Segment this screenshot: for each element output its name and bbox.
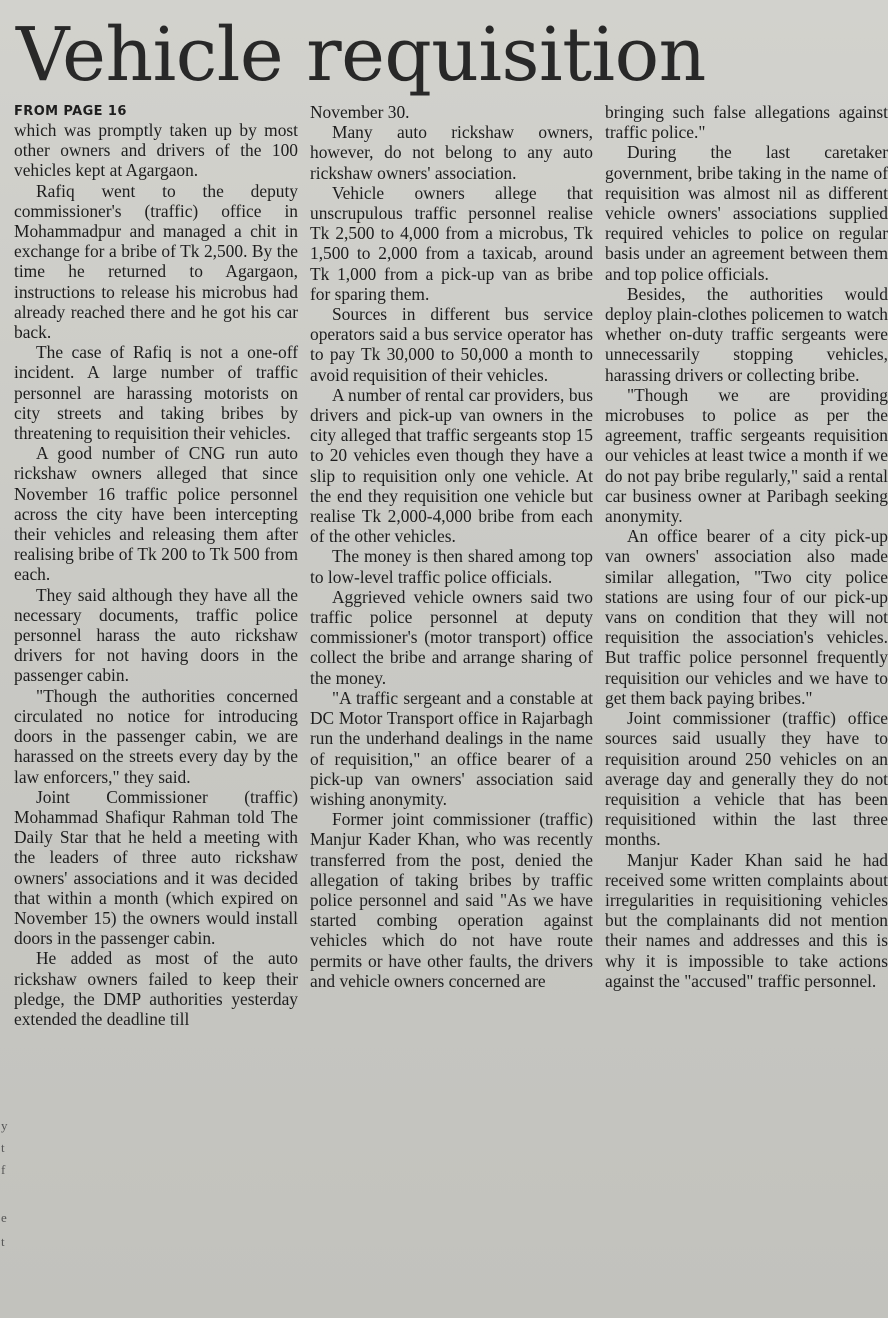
paragraph: Sources in different bus service operators said a bus service operator has to pay Tk 30,000 to 50,000 a month to avoid requisition of their vehicles. (310, 304, 593, 385)
paragraph: Rafiq went to the deputy commissioner's (traffic) office in Mohammadpur and managed a chit in exchange for a bribe of Tk 2,500. By the time he returned to Agargaon, instructions to release his microbus had already reached there and he got his car back. (14, 180, 298, 343)
paragraph: A good number of CNG run auto rickshaw owners alleged that since November 16 traffic police personnel across the city have been intercepting their vehicles and releasing them after realising bribe of Tk 200 to Tk 500 from each. (14, 443, 298, 585)
column-2 (310, 102, 593, 991)
paragraph: November 30. (310, 102, 410, 122)
paragraph: They said although they have all the necessary documents, traffic police personnel harass the auto rickshaw drivers for not having doors in the passenger cabin. (14, 584, 298, 686)
adjacent-column-edge (0, 0, 10, 1318)
margin-mark: t (1, 1140, 5, 1155)
paragraph: Aggrieved vehicle owners said two traffic police personnel at deputy commissioner's (motor transport) office collect the bribe and arrange sharing of the money. (310, 586, 593, 688)
headline: Vehicle requisition (16, 12, 706, 98)
paragraph: An office bearer of a city pick-up van owners' association also made similar allegation, "Two city police stations are using four of our pick-up vans on condition that they will not requisition the association's vehicles. But traffic police personnel frequently requisition our vehicles and we have to get them back paying bribes." (605, 526, 888, 708)
paragraph: "Though we are providing microbuses to police as per the agreement, traffic sergeants requisition our vehicles at least twice a month if we do not pay bribe regularly," said a rental car business owner at Paribagh seeking anonymity. (605, 384, 888, 527)
column-3 (605, 102, 888, 991)
paragraph: which was promptly taken up by most other owners and drivers of the 100 vehicles kept at Agargaon. (14, 120, 298, 181)
paragraph: Joint Commissioner (traffic) Mohammad Shafiqur Rahman told The Daily Star that he held a meeting with the leaders of three auto rickshaw owners' associations and it was decided that within a month (which expired on November 15) the owners would install doors in the passenger cabin. (14, 786, 298, 949)
margin-mark: e (1, 1210, 7, 1225)
column-1 (14, 102, 298, 1029)
paragraph: "Though the authorities concerned circulated no notice for introducing doors in the passenger cabin, we are harassed on the streets every day by the law enforcers," they said. (14, 685, 298, 787)
paragraph: Besides, the authorities would deploy plain-clothes policemen to watch whether on-duty traffic sergeants were unnecessarily stopping vehicles, harassing drivers or collecting bribe. (605, 283, 888, 385)
paragraph: He added as most of the auto rickshaw owners failed to keep their pledge, the DMP authorities yesterday extended the deadline till (14, 948, 298, 1029)
paragraph: Vehicle owners allege that unscrupulous traffic personnel realise Tk 2,500 to 4,000 from a microbus, Tk 1,500 to 2,000 from a taxicab, around Tk 1,000 from a pick-up van as bribe for sparing them. (310, 182, 593, 304)
paragraph: The money is then shared among top to low-level traffic police officials. (310, 546, 593, 587)
paragraph: A number of rental car providers, bus drivers and pick-up van owners in the city alleged that traffic sergeants stop 15 to 20 vehicles even though they have a slip to requisition only one vehicle. At the end they requisition one vehicle but realise Tk 2,000-4,000 bribe from each of the other vehicles. (310, 384, 593, 547)
article-body (14, 102, 888, 1314)
paragraph: During the last caretaker government, bribe taking in the name of requisition was almost nil as different vehicle owners' associations supplied required vehicles to police on regular basis under an agreement between them and top police officials. (605, 142, 888, 284)
continuation-kicker: FROM PAGE 16 (14, 104, 127, 119)
paragraph: "A traffic sergeant and a constable at DC Motor Transport office in Rajarbagh run the underhand dealings in the name of requisition," an office bearer of a pick-up van owners' association said wishing anonymity. (310, 687, 593, 809)
margin-mark: f (1, 1162, 6, 1177)
paragraph: Joint commissioner (traffic) office sources said usually they have to requisition around 250 vehicles on an average day and generally they do not requisition a vehicle that has been requisitioned within the last three months. (605, 708, 888, 850)
paragraph: Many auto rickshaw owners, however, do not belong to any auto rickshaw owners' association. (310, 122, 593, 183)
paragraph: bringing such false allegations against traffic police." (605, 102, 888, 143)
paragraph: The case of Rafiq is not a one-off incident. A large number of traffic personnel are harassing motorists on city streets and taking bribes by threatening to requisition their vehicles. (14, 342, 298, 444)
paragraph: Former joint commissioner (traffic) Manjur Kader Khan, who was recently transferred from the post, denied the allegation of taking bribes by traffic police personnel and said "As we have started combing operation against vehicles which do not have route permits or have other faults, the drivers and vehicle owners concerned are (310, 809, 593, 991)
margin-mark: t (1, 1234, 5, 1249)
margin-mark: y (1, 1118, 8, 1133)
paragraph: Manjur Kader Khan said he had received some written complaints about irregularities in requisitioning vehicles but the complainants did not mention their names and addresses and this is why it is impossible to take actions against the "accused" traffic personnel. (605, 849, 888, 991)
